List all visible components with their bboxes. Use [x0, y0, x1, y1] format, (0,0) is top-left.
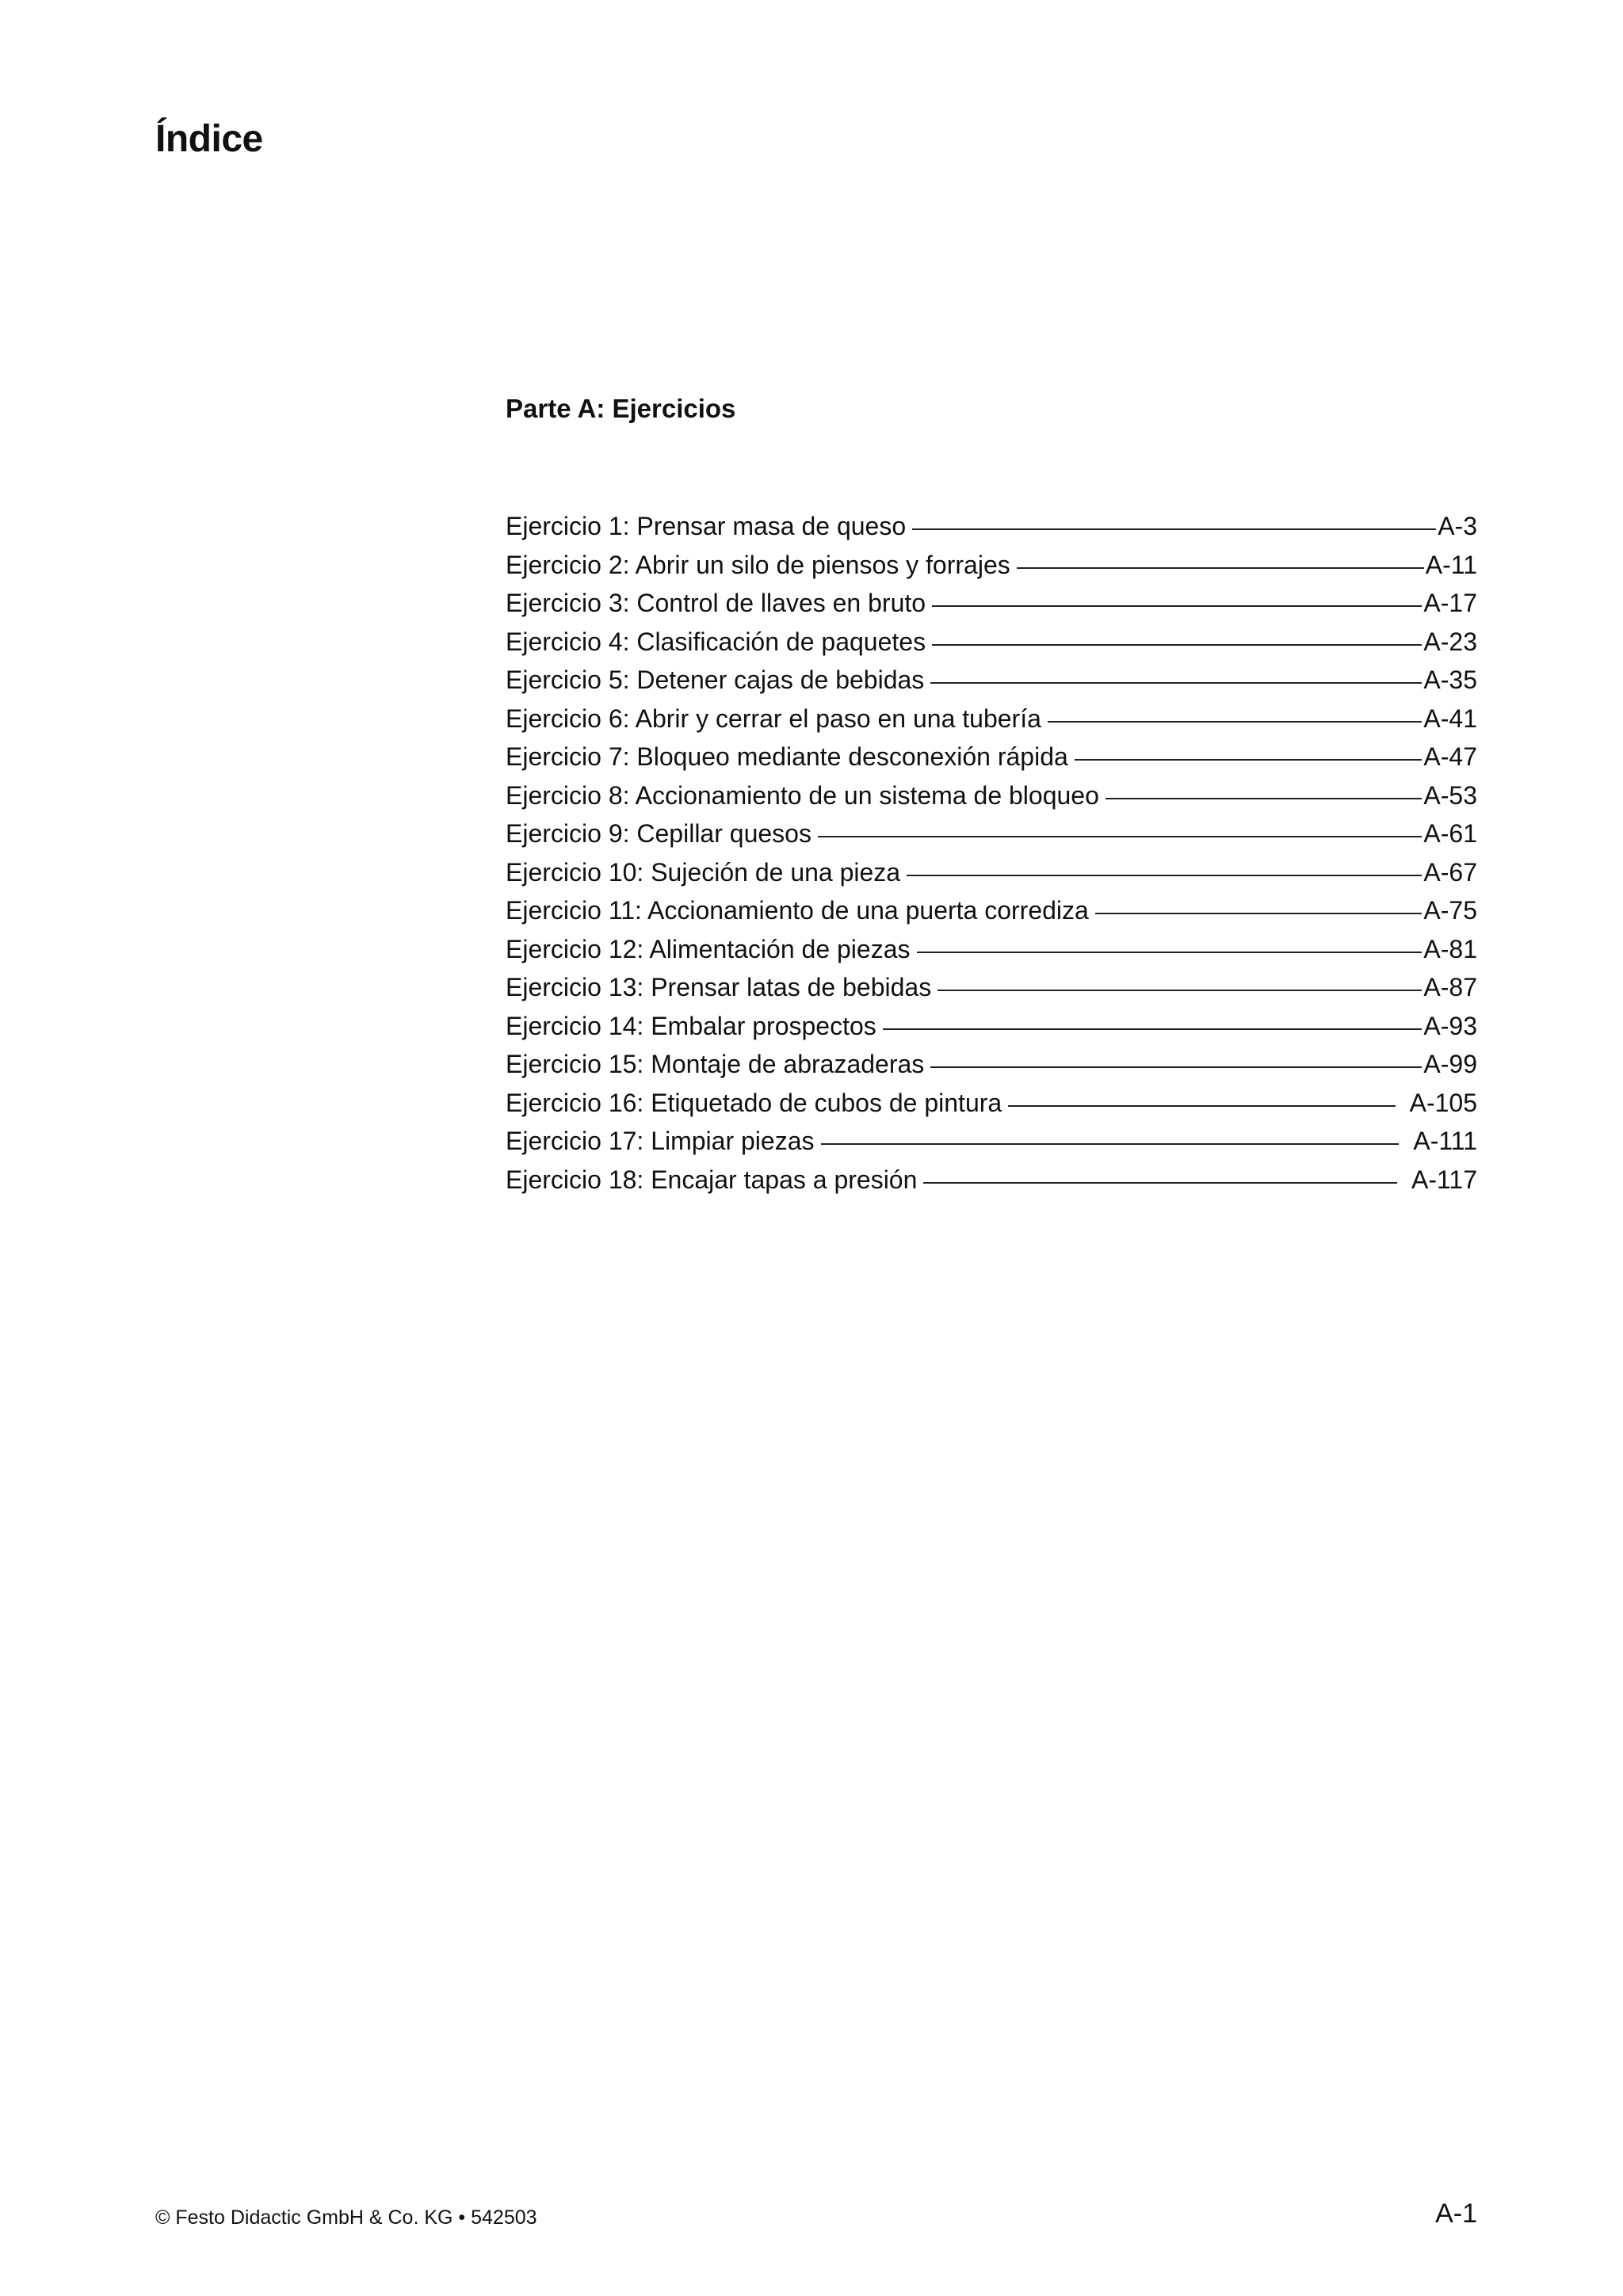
- toc-leader-line: [818, 836, 1422, 837]
- toc-leader-line: [883, 1028, 1423, 1030]
- toc-leader-line: [923, 1182, 1397, 1184]
- toc-entry-page: A-111: [1413, 1127, 1477, 1155]
- toc-entry[interactable]: [506, 623, 1477, 662]
- toc-leader-line: [907, 875, 1422, 876]
- toc-leader-line: [1048, 721, 1423, 723]
- toc-entry[interactable]: [506, 700, 1477, 738]
- toc-entry-page: A-61: [1423, 819, 1477, 848]
- toc-entry-title: Ejercicio 18: Encajar tapas a presión: [506, 1165, 918, 1194]
- toc-entry-page: A-87: [1423, 973, 1477, 1001]
- toc-entry-page: A-67: [1423, 857, 1477, 887]
- toc-entry-page: A-117: [1411, 1165, 1477, 1194]
- toc-entry-page: A-75: [1423, 896, 1477, 925]
- toc-entry[interactable]: [506, 738, 1477, 776]
- toc-entry[interactable]: [506, 584, 1477, 623]
- toc-entry-title: Ejercicio 12: Alimentación de piezas: [506, 934, 911, 963]
- toc-leader-line: [912, 528, 1436, 530]
- toc-leader-line: [932, 644, 1422, 646]
- toc-entry[interactable]: [506, 930, 1477, 969]
- toc-leader-line: [1095, 913, 1423, 914]
- toc-entry[interactable]: [506, 968, 1477, 1007]
- toc-leader-line: [917, 952, 1423, 953]
- toc-entry-page: A-93: [1423, 1011, 1477, 1040]
- toc-entry-page: A-35: [1423, 666, 1477, 694]
- toc-entry-title: Ejercicio 17: Limpiar piezas: [506, 1127, 815, 1155]
- toc-entry-page: A-105: [1409, 1088, 1477, 1117]
- toc-entry-page: A-11: [1425, 550, 1477, 579]
- toc-entry[interactable]: [506, 853, 1477, 892]
- toc-entry[interactable]: [506, 1007, 1477, 1046]
- toc-entry[interactable]: [506, 507, 1477, 546]
- toc-leader-line: [1008, 1105, 1395, 1107]
- toc-entry-page: A-53: [1423, 780, 1477, 810]
- footer-page-number: A-1: [1435, 2199, 1477, 2229]
- toc-entry-page: A-81: [1423, 934, 1477, 963]
- table-of-contents: [506, 507, 1477, 1199]
- toc-entry-page: A-17: [1423, 589, 1477, 617]
- toc-entry[interactable]: [506, 1045, 1477, 1084]
- toc-leader-line: [1017, 567, 1424, 569]
- toc-entry-title: Ejercicio 2: Abrir un silo de piensos y forrajes: [506, 550, 1010, 579]
- toc-entry-title: Ejercicio 11: Accionamiento de una puerta corrediza: [506, 896, 1089, 925]
- toc-entry-title: Ejercicio 4: Clasificación de paquetes: [506, 627, 926, 656]
- toc-entry[interactable]: [506, 1161, 1477, 1199]
- toc-entry-title: Ejercicio 15: Montaje de abrazaderas: [506, 1050, 925, 1078]
- toc-entry[interactable]: [506, 891, 1477, 930]
- toc-entry[interactable]: [506, 814, 1477, 853]
- toc-entry-title: Ejercicio 8: Accionamiento de un sistema de bloqueo: [506, 780, 1099, 810]
- toc-leader-line: [938, 990, 1422, 991]
- toc-entry-page: A-99: [1423, 1050, 1477, 1078]
- toc-entry-title: Ejercicio 14: Embalar prospectos: [506, 1011, 876, 1040]
- toc-entry-page: A-23: [1423, 627, 1477, 656]
- page-title: Índice: [155, 118, 263, 160]
- toc-entry-page: A-41: [1423, 704, 1477, 733]
- toc-leader-line: [821, 1143, 1400, 1145]
- toc-entry-title: Ejercicio 10: Sujeción de una pieza: [506, 857, 901, 887]
- toc-entry-title: Ejercicio 16: Etiquetado de cubos de pintura: [506, 1088, 1002, 1117]
- toc-entry[interactable]: [506, 661, 1477, 700]
- toc-entry-page: A-47: [1423, 742, 1477, 771]
- toc-entry-title: Ejercicio 3: Control de llaves en bruto: [506, 589, 926, 617]
- toc-leader-line: [932, 605, 1422, 607]
- toc-entry[interactable]: [506, 776, 1477, 815]
- toc-leader-line: [930, 682, 1422, 684]
- toc-entry[interactable]: [506, 1084, 1477, 1123]
- footer-copyright: © Festo Didactic GmbH & Co. KG • 542503: [155, 2206, 537, 2229]
- toc-entry-page: A-3: [1438, 512, 1477, 540]
- toc-entry[interactable]: [506, 1122, 1477, 1161]
- toc-entry-title: Ejercicio 5: Detener cajas de bebidas: [506, 666, 925, 694]
- toc-entry-title: Ejercicio 9: Cepillar quesos: [506, 819, 812, 848]
- toc-entry-title: Ejercicio 6: Abrir y cerrar el paso en una tubería: [506, 704, 1041, 733]
- toc-entry-title: Ejercicio 7: Bloqueo mediante desconexión rápida: [506, 742, 1068, 771]
- toc-entry-title: Ejercicio 1: Prensar masa de queso: [506, 512, 907, 540]
- toc-entry-title: Ejercicio 13: Prensar latas de bebidas: [506, 973, 932, 1001]
- toc-entry[interactable]: [506, 546, 1477, 585]
- part-heading: Parte A: Ejercicios: [506, 394, 736, 423]
- toc-leader-line: [1075, 759, 1423, 761]
- toc-leader-line: [1106, 798, 1423, 799]
- toc-leader-line: [930, 1066, 1422, 1068]
